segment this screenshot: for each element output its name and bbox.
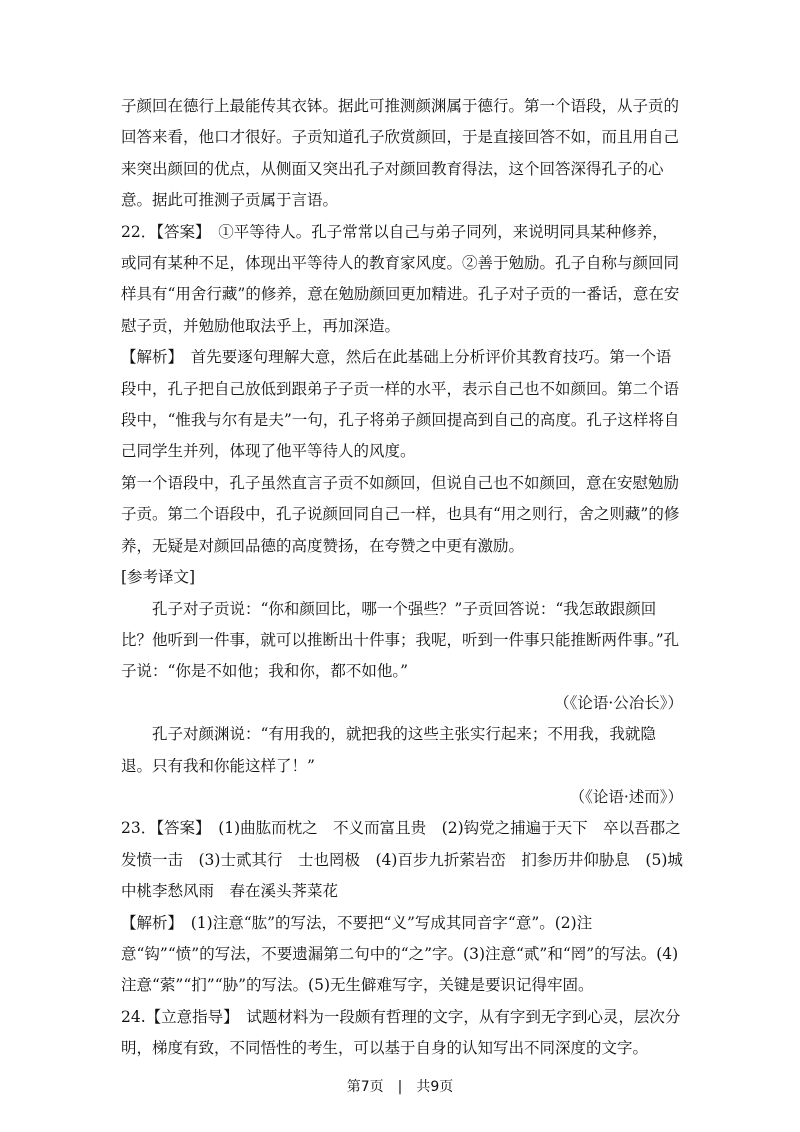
source-citation-2: （《论语·述而》）: [569, 787, 683, 806]
reference-translation-heading: [参考译文]: [121, 568, 196, 587]
analysis-22-continued: 第一个语段中，孔子虽然直言子贡不如颜回，但说自己也不如颜回，意在安慰勉励子贡。第二个语段中，孔子说颜回同自己一样，也具有“用之则行，舍之则藏”的修养，无疑是对颜回品德的高度赞扬，在夸赞之中更有激励。: [121, 473, 680, 555]
source-citation-1: （《论语·公冶长》）: [554, 693, 683, 712]
answer-22: 22．【答案】 ①平等待人。孔子常常以自己与弟子同列，来说明同具某种修养，或同有某种不足，体现出平等待人的教育家风度。②善于勉励。孔子自称与颜回同样具有“用舍行藏”的修养，意在勉励颜回更加精进。孔子对子贡的一番话，意在安慰子贡，并勉励他取法乎上，再加深造。: [121, 222, 680, 335]
analysis-22: 【解析】 首先要逐句理解大意，然后在此基础上分析评价其教育技巧。第一个语段中，孔子把自己放低到跟弟子子贡一样的水平，表示自己也不如颜回。第二个语段中，“惟我与尔有是夫”一句，孔子将弟子颜回提高到自己的高度。孔子这样将自己同学生并列，体现了他平等待人的风度。: [121, 348, 680, 461]
analysis-23: 【解析】 (1)注意“肱”的写法，不要把“义”写成其同音字“意”。(2)注意“钩”“愤”的写法，不要遗漏第二句中的“之”字。(3)注意“贰”和“罔”的写法。(4)注意“萦”“扪”“胁”的写法。(5)无生僻难写字，关键是要识记得牢固。: [121, 913, 679, 995]
translation-paragraph-1: 孔子对子贡说：“你和颜回比，哪一个强些？”子贡回答说：“我怎敢跟颜回比？他听到一件事，就可以推断出十件事；我呢，听到一件事只能推断两件事。”孔子说：“你是不如他；我和你，都不如他。”: [121, 599, 680, 681]
page-number-footer: 第7页 | 共9页: [346, 1079, 454, 1095]
document-body: [121, 91, 683, 1065]
answer-23: 23．【答案】 (1)曲肱而枕之 不义而富且贵 (2)钩党之捕遍于天下 卒以吾郡之发愤一击 (3)士贰其行 士也罔极 (4)百步九折萦岩峦 扪参历井仰胁息 (5)城中桃李愁风雨 春在溪头荠菜花: [121, 819, 683, 901]
translation-paragraph-2: 孔子对颜渊说：“有用我的，就把我的这些主张实行起来；不用我，我就隐退。只有我和你能这样了！”: [121, 725, 656, 775]
paragraph-continuation-21: 子颜回在德行上最能传其衣钵。据此可推测颜渊属于德行。第一个语段，从子贡的回答来看，他口才很好。子贡知道孔子欣赏颜回，于是直接回答不如，而且用自己来突出颜回的优点，从侧面又突出孔子对颜回教育得法，这个回答深得孔子的心意。据此可推测子贡属于言语。: [121, 97, 680, 210]
guidance-24: 24.【立意指导】 试题材料为一段颇有哲理的文字，从有字到无字到心灵，层次分明，梯度有致，不同悟性的考生，可以基于自身的认知写出不同深度的文字。: [121, 1007, 681, 1058]
